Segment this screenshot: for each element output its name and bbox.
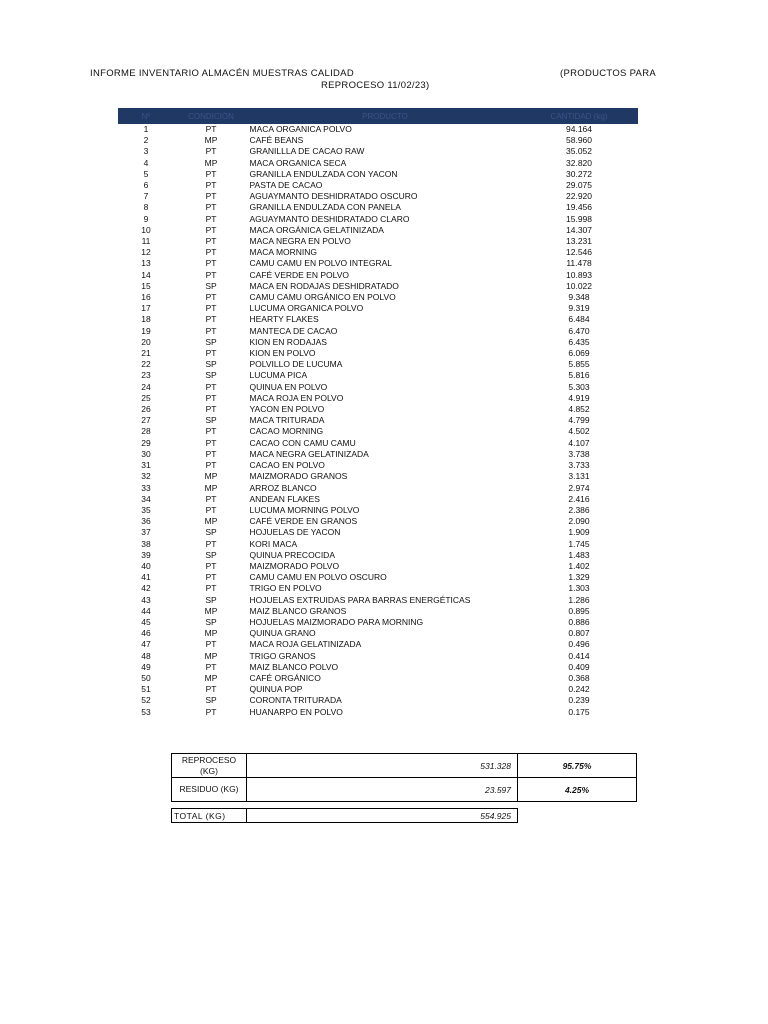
table-row — [119, 247, 638, 258]
row-quantity: 5.303 — [568, 381, 590, 392]
summary-table — [171, 753, 637, 823]
row-quantity: 10.893 — [566, 269, 592, 280]
row-condition: PT — [205, 460, 217, 471]
table-row — [119, 505, 638, 516]
table-row — [119, 281, 638, 292]
table-row — [119, 426, 638, 437]
row-number: 12 — [141, 247, 151, 258]
row-product: QUINUA PRECOCIDA — [249, 549, 335, 560]
row-product: MACA ORGANICA SECA — [249, 157, 347, 168]
row-condition: PT — [205, 247, 217, 258]
row-product: CAFÉ VERDE EN GRANOS — [249, 516, 358, 527]
row-number: 37 — [141, 527, 151, 538]
row-condition: MP — [204, 516, 218, 527]
row-condition: PT — [205, 493, 217, 504]
row-quantity: 4.919 — [568, 392, 590, 403]
row-product: CAFÉ VERDE EN POLVO — [249, 269, 350, 280]
row-condition: MP — [204, 157, 218, 168]
row-product: LUCUMA MORNING POLVO — [249, 504, 360, 515]
row-number: 52 — [141, 695, 151, 706]
summary-row-total — [172, 809, 637, 823]
row-number: 9 — [143, 213, 149, 224]
row-condition: PT — [205, 325, 217, 336]
row-product: GRANILLLA DE CACAO RAW — [249, 146, 365, 157]
row-product: HUANARPO EN POLVO — [249, 706, 343, 717]
row-quantity: 9.348 — [568, 292, 590, 303]
row-product: MAIZMORADO POLVO — [249, 560, 340, 571]
row-product: MACA EN RODAJAS DESHIDRATADO — [249, 280, 399, 291]
row-quantity: 0.807 — [568, 628, 590, 639]
row-condition: PT — [205, 213, 217, 224]
row-number: 41 — [141, 572, 151, 583]
row-condition: PT — [205, 504, 217, 515]
table-row — [119, 404, 638, 415]
row-condition: PT — [205, 348, 217, 359]
row-number: 6 — [143, 180, 149, 191]
row-quantity: 3.738 — [568, 448, 590, 459]
summary-row-residuo — [172, 778, 637, 802]
table-row — [119, 258, 638, 269]
row-condition: SP — [205, 336, 217, 347]
row-product: GRANILLA ENDULZADA CON YACON — [249, 168, 398, 179]
row-product: CAFÉ ORGÁNICO — [249, 672, 321, 683]
row-condition: SP — [205, 695, 217, 706]
row-product: MACA NEGRA GELATINIZADA — [249, 448, 369, 459]
total-label: TOTAL (KG) — [172, 809, 247, 823]
row-quantity: 15.998 — [566, 213, 592, 224]
table-row — [119, 236, 638, 247]
row-product: TRIGO EN POLVO — [249, 583, 322, 594]
row-quantity: 4.799 — [568, 415, 590, 426]
table-row — [119, 662, 638, 673]
table-row — [119, 270, 638, 281]
row-quantity: 22.920 — [566, 191, 592, 202]
row-quantity: 12.546 — [566, 247, 592, 258]
table-header-row — [119, 109, 638, 124]
row-quantity: 3.733 — [568, 460, 590, 471]
row-quantity: 32.820 — [566, 157, 592, 168]
header-num: Nº — [119, 109, 174, 124]
row-quantity: 1.286 — [568, 594, 590, 605]
row-condition: PT — [205, 191, 217, 202]
row-number: 43 — [141, 594, 151, 605]
row-quantity: 4.107 — [568, 437, 590, 448]
row-number: 32 — [141, 471, 151, 482]
row-number: 15 — [141, 280, 151, 291]
row-product: LUCUMA PICA — [249, 370, 308, 381]
row-condition: PT — [205, 314, 217, 325]
row-condition: PT — [205, 146, 217, 157]
row-product: MACA ORGÁNICA GELATINIZADA — [249, 224, 384, 235]
row-number: 4 — [143, 157, 149, 168]
row-number: 24 — [141, 381, 151, 392]
row-product: MACA MORNING — [249, 247, 318, 258]
table-row — [119, 651, 638, 662]
table-row — [119, 359, 638, 370]
row-product: MACA NEGRA EN POLVO — [249, 236, 351, 247]
row-condition: PT — [205, 124, 217, 134]
row-quantity: 11.478 — [566, 258, 592, 269]
row-quantity: 19.456 — [566, 202, 592, 213]
row-quantity: 4.852 — [568, 404, 590, 415]
row-condition: PT — [205, 437, 217, 448]
total-value: 554.925 — [247, 809, 518, 823]
table-row — [119, 449, 638, 460]
table-row — [119, 494, 638, 505]
row-number: 17 — [141, 303, 151, 314]
row-number: 26 — [141, 404, 151, 415]
table-body — [119, 124, 638, 718]
row-condition: PT — [205, 202, 217, 213]
row-quantity: 0.414 — [568, 650, 590, 661]
reproceso-percent: 95.75% — [518, 754, 637, 778]
report-title-right: (PRODUCTOS PARA — [560, 68, 656, 79]
table-row — [119, 202, 638, 213]
row-product: CACAO MORNING — [249, 426, 324, 437]
row-quantity: 5.855 — [568, 359, 590, 370]
row-number: 33 — [141, 482, 151, 493]
table-row — [119, 550, 638, 561]
row-number: 42 — [141, 583, 151, 594]
row-number: 35 — [141, 504, 151, 515]
row-number: 28 — [141, 426, 151, 437]
row-condition: PT — [205, 639, 217, 650]
row-product: CACAO CON CAMU CAMU — [249, 437, 356, 448]
row-quantity: 2.090 — [568, 516, 590, 527]
row-number: 1 — [143, 124, 149, 134]
report-subtitle: REPROCESO 11/02/23) — [321, 80, 430, 91]
table-row — [119, 471, 638, 482]
row-number: 40 — [141, 560, 151, 571]
table-row — [119, 684, 638, 695]
row-number: 27 — [141, 415, 151, 426]
header-condition: CONDICIÓN — [174, 109, 249, 124]
row-number: 10 — [141, 224, 151, 235]
row-number: 18 — [141, 314, 151, 325]
table-row — [119, 561, 638, 572]
row-condition: MP — [204, 135, 218, 146]
row-quantity: 6.435 — [568, 336, 590, 347]
report-title: INFORME INVENTARIO ALMACÉN MUESTRAS CALIDAD — [90, 68, 354, 79]
summary-row-reproceso — [172, 754, 637, 778]
row-condition: PT — [205, 303, 217, 314]
row-product: CACAO EN POLVO — [249, 460, 325, 471]
reproceso-label: REPROCESO (KG) — [172, 754, 247, 778]
row-condition: SP — [205, 594, 217, 605]
row-number: 44 — [141, 605, 151, 616]
table-row — [119, 617, 638, 628]
row-quantity: 0.368 — [568, 672, 590, 683]
row-condition: PT — [205, 538, 217, 549]
row-quantity: 0.409 — [568, 661, 590, 672]
row-quantity: 1.909 — [568, 527, 590, 538]
table-row — [119, 225, 638, 236]
row-number: 23 — [141, 370, 151, 381]
table-row — [119, 606, 638, 617]
table-row — [119, 135, 638, 146]
row-quantity: 2.416 — [568, 493, 590, 504]
row-product: AGUAYMANTO DESHIDRATADO OSCURO — [249, 191, 418, 202]
table-row — [119, 146, 638, 157]
row-quantity: 0.175 — [568, 706, 590, 717]
row-condition: PT — [205, 426, 217, 437]
row-condition: PT — [205, 661, 217, 672]
row-condition: MP — [204, 672, 218, 683]
table-row — [119, 393, 638, 404]
table-row — [119, 639, 638, 650]
row-quantity: 2.386 — [568, 504, 590, 515]
row-condition: SP — [205, 527, 217, 538]
row-number: 51 — [141, 684, 151, 695]
table-row — [119, 348, 638, 359]
table-row — [119, 169, 638, 180]
row-product: CAFÉ BEANS — [249, 135, 304, 146]
row-quantity: 5.816 — [568, 370, 590, 381]
table-row — [119, 214, 638, 225]
row-quantity: 1.402 — [568, 560, 590, 571]
row-condition: PT — [205, 224, 217, 235]
row-product: TRIGO GRANOS — [249, 650, 316, 661]
row-quantity: 58.960 — [566, 135, 592, 146]
row-condition: PT — [205, 404, 217, 415]
row-condition: MP — [204, 471, 218, 482]
row-number: 21 — [141, 348, 151, 359]
row-condition: PT — [205, 572, 217, 583]
row-number: 47 — [141, 639, 151, 650]
row-quantity: 6.069 — [568, 348, 590, 359]
row-product: LUCUMA ORGANICA POLVO — [249, 303, 364, 314]
row-condition: PT — [205, 269, 217, 280]
row-quantity: 0.886 — [568, 616, 590, 627]
table-row — [119, 314, 638, 325]
residuo-percent: 4.25% — [518, 778, 637, 802]
row-condition: PT — [205, 381, 217, 392]
row-quantity: 6.484 — [568, 314, 590, 325]
row-condition: MP — [204, 650, 218, 661]
row-number: 25 — [141, 392, 151, 403]
table-row — [119, 382, 638, 393]
row-product: CAMU CAMU EN POLVO OSCURO — [249, 572, 387, 583]
row-number: 19 — [141, 325, 151, 336]
table-row — [119, 516, 638, 527]
row-quantity: 2.974 — [568, 482, 590, 493]
row-condition: PT — [205, 706, 217, 717]
row-number: 7 — [143, 191, 149, 202]
row-product: CAMU CAMU ORGÁNICO EN POLVO — [249, 292, 396, 303]
row-product: MAIZ BLANCO GRANOS — [249, 605, 347, 616]
header-quantity: CANTIDAD (kg) — [521, 109, 638, 124]
row-product: QUINUA GRANO — [249, 628, 316, 639]
inventory-table — [118, 108, 638, 718]
row-quantity: 0.242 — [568, 684, 590, 695]
row-product: CAMU CAMU EN POLVO INTEGRAL — [249, 258, 392, 269]
row-quantity: 94.164 — [566, 124, 592, 134]
row-product: ANDEAN FLAKES — [249, 493, 320, 504]
table-row — [119, 595, 638, 606]
table-row — [119, 583, 638, 594]
row-quantity: 9.319 — [568, 303, 590, 314]
row-number: 20 — [141, 336, 151, 347]
summary-spacer — [172, 802, 637, 809]
table-row — [119, 370, 638, 381]
row-product: HOJUELAS MAIZMORADO PARA MORNING — [249, 616, 424, 627]
row-number: 3 — [143, 146, 149, 157]
row-condition: PT — [205, 560, 217, 571]
row-condition: SP — [205, 370, 217, 381]
row-product: ARROZ BLANCO — [249, 482, 317, 493]
residuo-label: RESIDUO (KG) — [172, 778, 247, 802]
row-quantity: 13.231 — [566, 236, 592, 247]
table-row — [119, 326, 638, 337]
row-number: 36 — [141, 516, 151, 527]
row-number: 13 — [141, 258, 151, 269]
row-condition: SP — [205, 280, 217, 291]
row-condition: SP — [205, 616, 217, 627]
table-row — [119, 337, 638, 348]
row-number: 46 — [141, 628, 151, 639]
row-quantity: 3.131 — [568, 471, 590, 482]
row-condition: PT — [205, 684, 217, 695]
row-condition: PT — [205, 236, 217, 247]
row-number: 50 — [141, 672, 151, 683]
row-product: HEARTY FLAKES — [249, 314, 319, 325]
table-row — [119, 292, 638, 303]
table-row — [119, 539, 638, 550]
row-product: QUINUA EN POLVO — [249, 381, 328, 392]
row-product: KION EN POLVO — [249, 348, 316, 359]
table-row — [119, 124, 638, 136]
row-number: 48 — [141, 650, 151, 661]
row-quantity: 29.075 — [566, 180, 592, 191]
row-quantity: 6.470 — [568, 325, 590, 336]
row-product: POLVILLO DE LUCUMA — [249, 359, 343, 370]
row-number: 39 — [141, 549, 151, 560]
row-number: 22 — [141, 359, 151, 370]
row-product: KORI MACA — [249, 538, 298, 549]
row-condition: PT — [205, 168, 217, 179]
table-row — [119, 707, 638, 718]
row-quantity: 1.483 — [568, 549, 590, 560]
table-row — [119, 415, 638, 426]
row-product: HOJUELAS EXTRUIDAS PARA BARRAS ENERGÉTICAS — [249, 594, 471, 605]
row-condition: MP — [204, 605, 218, 616]
table-row — [119, 303, 638, 314]
reproceso-value: 531.328 — [247, 754, 518, 778]
row-number: 11 — [141, 236, 151, 247]
row-product: MACA TRITURADA — [249, 415, 325, 426]
row-condition: MP — [204, 482, 218, 493]
row-product: PASTA DE CACAO — [249, 180, 323, 191]
row-product: MAIZ BLANCO POLVO — [249, 661, 339, 672]
row-product: GRANILLA ENDULZADA CON PANELA — [249, 202, 401, 213]
row-quantity: 4.502 — [568, 426, 590, 437]
row-quantity: 1.745 — [568, 538, 590, 549]
row-number: 31 — [141, 460, 151, 471]
row-quantity: 1.303 — [568, 583, 590, 594]
row-number: 38 — [141, 538, 151, 549]
row-quantity: 10.022 — [566, 280, 592, 291]
row-product: QUINUA POP — [249, 684, 303, 695]
row-product: KION EN RODAJAS — [249, 336, 327, 347]
row-product: MACA ROJA EN POLVO — [249, 392, 344, 403]
row-condition: PT — [205, 180, 217, 191]
row-condition: PT — [205, 583, 217, 594]
table-row — [119, 695, 638, 706]
row-condition: SP — [205, 549, 217, 560]
table-row — [119, 527, 638, 538]
header-product: PRODUCTO — [249, 109, 521, 124]
row-condition: MP — [204, 628, 218, 639]
row-condition: PT — [205, 392, 217, 403]
row-quantity: 1.329 — [568, 572, 590, 583]
row-number: 53 — [141, 706, 151, 717]
row-condition: PT — [205, 258, 217, 269]
table-row — [119, 483, 638, 494]
row-product: CORONTA TRITURADA — [249, 695, 342, 706]
row-condition: PT — [205, 292, 217, 303]
table-row — [119, 180, 638, 191]
row-quantity: 35.052 — [566, 146, 592, 157]
row-quantity: 14.307 — [566, 224, 592, 235]
row-quantity: 30.272 — [566, 168, 592, 179]
row-product: MACA ORGANICA POLVO — [249, 124, 352, 134]
row-quantity: 0.239 — [568, 695, 590, 706]
table-row — [119, 572, 638, 583]
row-number: 29 — [141, 437, 151, 448]
row-number: 14 — [141, 269, 151, 280]
row-product: MAIZMORADO GRANOS — [249, 471, 348, 482]
row-number: 30 — [141, 448, 151, 459]
residuo-value: 23.597 — [247, 778, 518, 802]
row-number: 16 — [141, 292, 151, 303]
row-number: 5 — [143, 168, 149, 179]
row-quantity: 0.496 — [568, 639, 590, 650]
table-row — [119, 191, 638, 202]
row-condition: PT — [205, 448, 217, 459]
row-number: 49 — [141, 661, 151, 672]
row-product: HOJUELAS DE YACON — [249, 527, 341, 538]
row-condition: SP — [205, 359, 217, 370]
row-number: 34 — [141, 493, 151, 504]
row-number: 8 — [143, 202, 149, 213]
row-product: YACON EN POLVO — [249, 404, 325, 415]
table-row — [119, 460, 638, 471]
table-row — [119, 158, 638, 169]
table-row — [119, 628, 638, 639]
row-product: AGUAYMANTO DESHIDRATADO CLARO — [249, 213, 410, 224]
row-number: 2 — [143, 135, 149, 146]
row-product: MACA ROJA GELATINIZADA — [249, 639, 362, 650]
table-row — [119, 438, 638, 449]
row-condition: SP — [205, 415, 217, 426]
row-product: MANTECA DE CACAO — [249, 325, 338, 336]
row-quantity: 0.895 — [568, 605, 590, 616]
row-number: 45 — [141, 616, 151, 627]
table-row — [119, 673, 638, 684]
